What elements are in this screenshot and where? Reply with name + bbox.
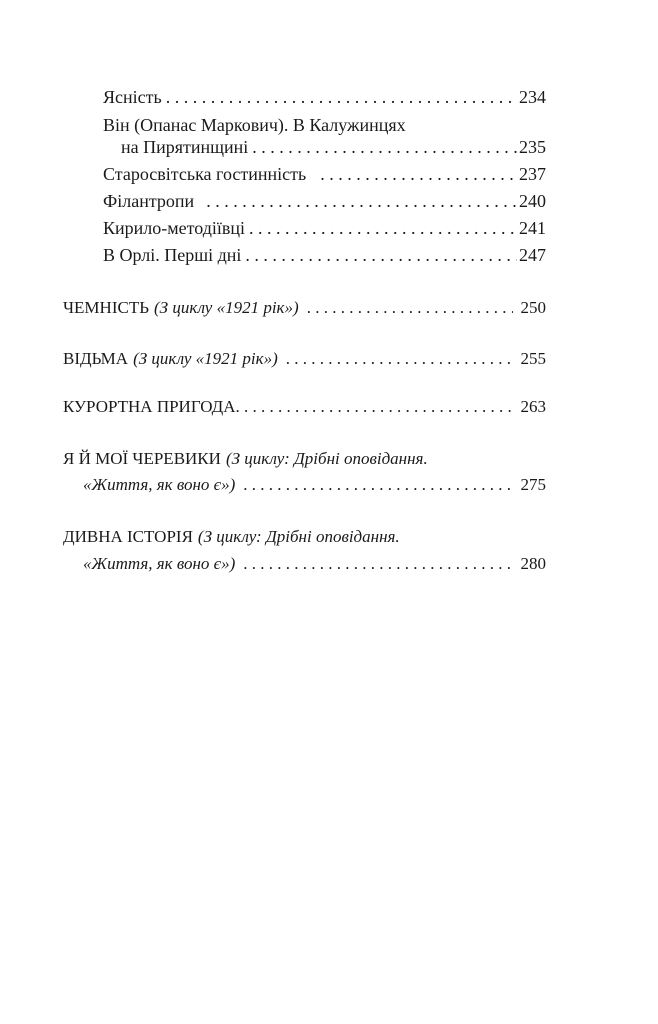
toc-entry-page: 280 <box>520 554 546 573</box>
toc-entry-vin <box>121 136 546 158</box>
toc-entry-cherevyky-line1 <box>63 448 546 470</box>
toc-leader-dots <box>243 474 512 496</box>
toc-leader-dots <box>252 136 517 158</box>
toc-entry-subtitle: (З циклу: Дрібні оповідання. <box>225 449 428 468</box>
toc-entry-subtitle: «Життя, як воно є») <box>83 554 236 573</box>
toc-entry-page: 234 <box>519 87 546 107</box>
toc-entry-subtitle: «Життя, як воно є») <box>83 475 236 494</box>
toc-entry-page: 275 <box>520 475 546 494</box>
toc-leader-dots <box>243 553 512 575</box>
toc-leader-dots <box>245 244 517 266</box>
toc-entry-starosvitska <box>103 163 546 185</box>
toc-entry-vin-title-line1 <box>103 114 546 136</box>
toc-entry-title: на Пирятинщині <box>121 137 249 157</box>
toc-entry-title: Кирило-методіївці <box>103 218 246 238</box>
toc-entry-yasnist <box>103 86 546 108</box>
toc-entry-title: Я Й МОЇ ЧЕРЕВИКИ <box>63 449 221 468</box>
toc-entry-v-orli <box>103 244 546 266</box>
toc-entry-page: 240 <box>519 191 546 211</box>
toc-entry-filantropy <box>103 190 546 212</box>
toc-entry-page: 241 <box>519 218 546 238</box>
toc-entry-title: В Орлі. Перші дні <box>103 245 242 265</box>
toc-entry-subtitle: (З циклу: Дрібні оповідання. <box>197 527 400 546</box>
toc-entry-subtitle: (З циклу «1921 рік») <box>153 298 299 317</box>
toc-leader-dots <box>236 396 513 418</box>
toc-entry-page: 263 <box>520 397 546 416</box>
toc-entry-page: 247 <box>519 245 546 265</box>
toc-entry-kyrylo <box>103 217 546 239</box>
toc-entry-chemnist <box>63 297 546 319</box>
toc-entry-subtitle: (З циклу «1921 рік») <box>133 349 278 368</box>
toc-leader-dots <box>307 297 513 319</box>
toc-entry-page: 255 <box>520 349 546 368</box>
toc-entry-dyvna <box>83 553 546 575</box>
toc-leader-dots <box>166 86 517 108</box>
toc-entry-title: ВІДЬМА <box>63 349 129 368</box>
toc-entry-title: Старосвітська гостинність <box>103 164 307 184</box>
toc-leader-dots <box>320 163 517 185</box>
toc-entry-kurortna <box>63 396 546 418</box>
toc-entry-cherevyky <box>83 474 546 496</box>
toc-entry-vidma <box>63 348 546 370</box>
toc-entry-page: 235 <box>519 137 546 157</box>
toc-leader-dots <box>286 348 513 370</box>
toc-leader-dots <box>206 190 517 212</box>
toc-leader-dots <box>249 217 517 239</box>
toc-entry-title: ЧЕМНІСТЬ <box>63 298 149 317</box>
toc-entry-title: КУРОРТНА ПРИГОДА <box>63 397 236 416</box>
toc-entry-title: Він (Опанас Маркович). В Калужинцях <box>103 115 406 135</box>
toc-entry-title: Філантропи <box>103 191 195 211</box>
toc-entry-title: Ясність <box>103 87 162 107</box>
toc-entry-page: 237 <box>519 164 546 184</box>
toc-entry-page: 250 <box>520 298 546 317</box>
toc-entry-dyvna-line1 <box>63 526 546 548</box>
toc-entry-title: ДИВНА ІСТОРІЯ <box>63 527 193 546</box>
